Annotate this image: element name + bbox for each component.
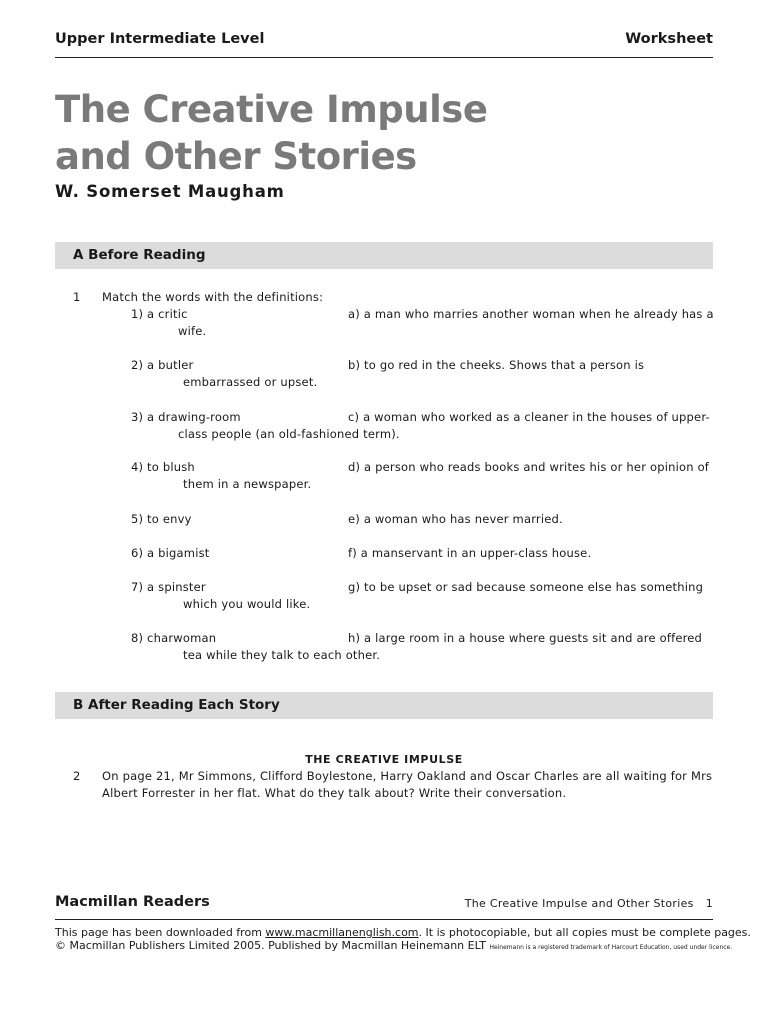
publisher-series: Macmillan Readers bbox=[55, 894, 210, 910]
level-label: Upper Intermediate Level bbox=[55, 31, 265, 47]
match-word-1: 1) a critic bbox=[131, 307, 188, 321]
book-title-line-2: and Other Stories bbox=[55, 135, 417, 178]
match-def-g: g) to be upset or sad because someone else has something bbox=[348, 580, 704, 594]
match-def-e: e) a woman who has never married. bbox=[348, 512, 563, 526]
book-title-line-1: The Creative Impulse bbox=[55, 88, 488, 131]
match-def-c: c) a woman who worked as a cleaner in the houses of upper- bbox=[348, 410, 710, 424]
download-notice-suffix: . It is photocopiable, but all copies must be complete pages. bbox=[418, 926, 751, 939]
question-1-number: 1 bbox=[73, 290, 81, 304]
match-word-6: 6) a bigamist bbox=[131, 546, 210, 560]
match-def-b: b) to go red in the cheeks. Shows that a person is bbox=[348, 358, 645, 372]
match-def-d-cont: them in a newspaper. bbox=[183, 477, 312, 491]
match-def-a: a) a man who marries another woman when he already has a bbox=[348, 307, 714, 321]
footer-book-info bbox=[465, 897, 713, 910]
section-b-heading-band bbox=[55, 692, 713, 719]
match-word-2: 2) a butler bbox=[131, 358, 194, 372]
match-word-3: 3) a drawing-room bbox=[131, 410, 241, 424]
copyright-text: © Macmillan Publishers Limited 2005. Published by Macmillan Heinemann ELT bbox=[55, 939, 490, 952]
match-def-b-cont: embarrassed or upset. bbox=[183, 375, 318, 389]
question-2-line-1: On page 21, Mr Simmons, Clifford Boylestone, Harry Oakland and Oscar Charles are all waiting for Mrs bbox=[102, 769, 713, 783]
section-a-heading: A Before Reading bbox=[73, 247, 206, 263]
footer-divider bbox=[55, 919, 713, 920]
match-word-5: 5) to envy bbox=[131, 512, 192, 526]
copyright-line bbox=[55, 939, 732, 952]
match-def-a-cont: wife. bbox=[178, 324, 207, 338]
macmillan-link[interactable]: www.macmillanenglish.com bbox=[265, 926, 419, 939]
match-def-d: d) a person who reads books and writes his or her opinion of bbox=[348, 460, 710, 474]
match-word-8: 8) charwoman bbox=[131, 631, 217, 645]
author-name: W. Somerset Maugham bbox=[55, 182, 285, 201]
page-number: 1 bbox=[705, 897, 713, 910]
header-divider bbox=[55, 57, 713, 58]
match-word-7: 7) a spinster bbox=[131, 580, 206, 594]
question-1-instruction: Match the words with the definitions: bbox=[102, 290, 324, 304]
match-def-g-cont: which you would like. bbox=[183, 597, 311, 611]
story-title: THE CREATIVE IMPULSE bbox=[305, 753, 463, 766]
book-title bbox=[55, 86, 487, 180]
match-def-c-cont: class people (an old-fashioned term). bbox=[178, 427, 400, 441]
match-word-4: 4) to blush bbox=[131, 460, 195, 474]
section-a-heading-band bbox=[55, 242, 713, 269]
trademark-note: Heinemann is a registered trademark of Harcourt Education, used under licence. bbox=[489, 944, 733, 951]
match-def-h-cont: tea while they talk to each other. bbox=[183, 648, 381, 662]
match-def-f: f) a manservant in an upper-class house. bbox=[348, 546, 592, 560]
question-2-number: 2 bbox=[73, 769, 81, 783]
question-2-line-2: Albert Forrester in her flat. What do they talk about? Write their conversation. bbox=[102, 786, 567, 800]
section-b-heading: B After Reading Each Story bbox=[73, 697, 280, 713]
match-def-h: h) a large room in a house where guests sit and are offered bbox=[348, 631, 703, 645]
footer-book-title: The Creative Impulse and Other Stories bbox=[464, 897, 694, 910]
download-notice-prefix: This page has been downloaded from bbox=[55, 926, 266, 939]
download-notice bbox=[55, 926, 751, 939]
worksheet-label: Worksheet bbox=[625, 31, 713, 47]
